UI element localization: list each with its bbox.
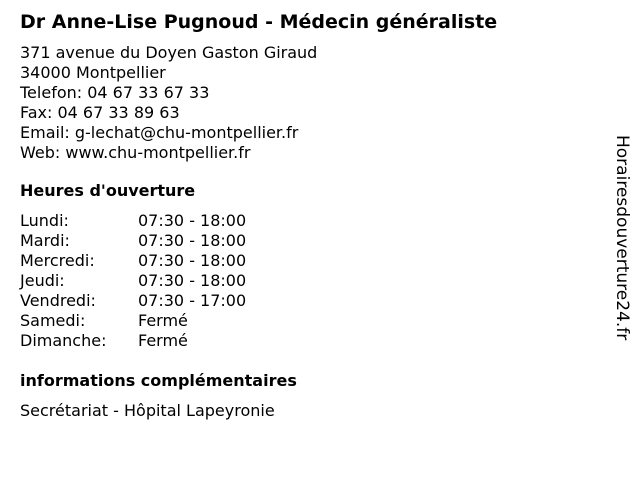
web-text: Web: www.chu-montpellier.fr <box>20 143 251 162</box>
hours-value: Fermé <box>138 331 188 350</box>
hours-row-wednesday <box>20 251 246 271</box>
day-label: Lundi: <box>20 211 69 230</box>
hours-row-tuesday <box>20 231 246 251</box>
hours-row-thursday <box>20 271 246 291</box>
day-label: Samedi: <box>20 311 86 330</box>
hours-row-saturday <box>20 311 246 331</box>
hours-value: Fermé <box>138 311 188 330</box>
day-label: Dimanche: <box>20 331 107 350</box>
hours-value: 07:30 - 18:00 <box>138 211 247 230</box>
page-title: Dr Anne-Lise Pugnoud - Médecin généraliste <box>20 11 498 33</box>
hours-row-monday <box>20 211 246 231</box>
day-label: Mercredi: <box>20 251 95 270</box>
additional-info-text: Secrétariat - Hôpital Lapeyronie <box>20 401 275 420</box>
hours-value: 07:30 - 18:00 <box>138 231 247 250</box>
day-label: Jeudi: <box>20 271 65 290</box>
hours-row-friday <box>20 291 246 311</box>
day-label: Vendredi: <box>20 291 96 310</box>
hours-value: 07:30 - 18:00 <box>138 251 247 270</box>
brand-watermark: Horairesdouverture24.fr <box>612 135 632 341</box>
phone-text: Telefon: 04 67 33 67 33 <box>20 83 210 102</box>
hours-value: 07:30 - 18:00 <box>138 271 247 290</box>
hours-row-sunday <box>20 331 246 351</box>
fax-text: Fax: 04 67 33 89 63 <box>20 103 180 122</box>
additional-info-heading: informations complémentaires <box>20 371 297 390</box>
opening-hours-table <box>20 211 246 351</box>
email-text: Email: g-lechat@chu-montpellier.fr <box>20 123 299 142</box>
opening-hours-heading: Heures d'ouverture <box>20 181 196 200</box>
hours-value: 07:30 - 17:00 <box>138 291 247 310</box>
address-line-1: 371 avenue du Doyen Gaston Giraud <box>20 43 318 62</box>
doctor-info-card <box>20 9 600 421</box>
address-line-2: 34000 Montpellier <box>20 63 166 82</box>
contact-block <box>20 43 600 163</box>
day-label: Mardi: <box>20 231 70 250</box>
